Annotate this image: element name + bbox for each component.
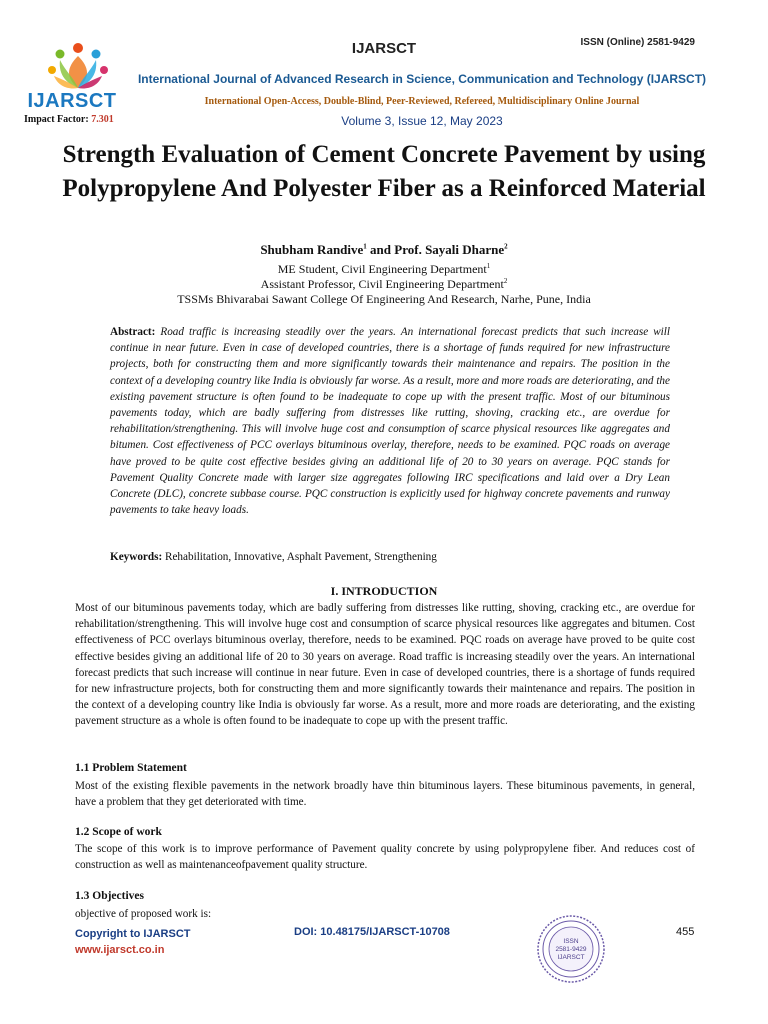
problem-paragraph: Most of the existing flexible pavements in the network broadly have thin bituminous layers. These bituminous pavements, in general, have a problem that they get deteriorated with time. — [75, 780, 695, 809]
page-number: 455 — [676, 926, 695, 938]
copyright-text: Copyright to IJARSCT — [75, 928, 191, 940]
volume-issue: Volume 3, Issue 12, May 2023 — [341, 114, 503, 128]
affiliation-2: Assistant Professor, Civil Engineering Department$^2$ — [260, 277, 508, 291]
seal-journal-name: IJARSCT — [557, 954, 585, 961]
footer-copyright — [75, 926, 191, 958]
affiliation-3: TSSMs Bhivarabai Sawant College Of Engineering And Research, Narhe, Pune, India — [177, 292, 591, 306]
scope-paragraph: The scope of this work is to improve performance of Pavement quality concrete by using polypropylene fiber. And reduces cost of construction as well as maintenanceofpavement quality structure. — [75, 843, 695, 872]
seal-issn-label: ISSN — [563, 938, 579, 945]
journal-short-name: IJARSCT — [351, 40, 417, 57]
subsection-heading-objectives: 1.3 Objectives — [75, 890, 144, 902]
journal-website-link[interactable]: www.ijarsct.co.in — [75, 944, 165, 956]
doi-link[interactable]: DOI: 10.48175/IJARSCT-10708 — [294, 926, 450, 938]
subsection-heading-problem: 1.1 Problem Statement — [75, 762, 187, 774]
paper-title: Strength Evaluation of Cement Concrete Pavement by using Polypropylene And Polyester Fiber as a Reinforced Material — [62, 141, 706, 202]
objectives-paragraph: objective of proposed work is: — [75, 908, 212, 920]
subsection-heading-scope: 1.2 Scope of work — [75, 826, 162, 838]
keywords: Keywords: Rehabilitation, Innovative, Asphalt Pavement, Strengthening — [110, 551, 437, 563]
authors: Shubham Randive$^1$ and Prof. Sayali Dharne$^2$ — [260, 242, 508, 257]
journal-subtitle: International Open-Access, Double-Blind, Peer-Reviewed, Refereed, Multidisciplinary Online Journal — [204, 96, 640, 107]
issn: ISSN (Online) 2581-9429 — [580, 37, 695, 48]
introduction-paragraph: Most of our bituminous pavements today, which are badly suffering from distresses like rutting, shoving, cracking etc., are overdue for rehabilitation/strengthening. This will involve huge cost and consumption of scarce physical resources like aggregates and bitumen. Cost effectiveness of PCC overlays bituminous overlay, therefore, needs to be examined. PQC roads on average have proved to be quite cost effective besides giving an additional life of 20 to 30 years on average. Road traffic is increasing steadily over the years. An international forecast predicts that such increase will continue in near future. Even in case of developed countries, there is a shortage of funds required for new infrastructure projects, both for constructing them and more significantly towards their maintenance and repairs. The position in the context of a developing country like India is obviously far worse. As a result, more and more roads are deteriorating, and the existing pavement structure as a whole is often found to be inadequate to cope up with the present traffic. — [75, 602, 695, 728]
impact-factor: Impact Factor: 7.301 — [24, 114, 114, 125]
abstract: Abstract: Road traffic is increasing steadily over the years. An international forecast predicts that such increase will continue in near future. Even in case of developed countries, there is a shortage of funds required for new infrastructure projects, both for constructing them and more significantly towards their maintenance and repairs. The position in the context of a developing country like India is obviously far worse. As a result, more and more roads are deteriorating, and the existing pavement structure is often found to be inadequate to cope up with the present traffic. Most of our bituminous pavements today, which are badly suffering from distresses like rutting, shoving, cracking etc., are overdue for rehabilitation/strengthening. This will involve huge cost and consumption of scarce physical resources like aggregates and bitumen. Cost effectiveness of PCC overlays bituminous overlay, therefore, needs to be examined. PQC roads on average have proved to be quite cost effective besides giving an additional life of 20 to 30 years on average. PQC stands for Pavement Quality Concrete made with larger size aggregates following IRC specifications and laid over a Dry Lean Concrete (DLC), concrete subbase course. PQC construction is explicitly used for highway concrete pavements and runway pavements to take heavy loads. — [110, 326, 670, 517]
affiliation-1: ME Student, Civil Engineering Department$^1$ — [277, 262, 491, 276]
journal-full-name: International Journal of Advanced Research in Science, Communication and Technology (IJARSCT) — [137, 72, 707, 86]
journal-logo-text: IJARSCT — [27, 90, 117, 112]
issn-seal-icon — [536, 914, 606, 984]
section-heading-introduction: I. INTRODUCTION — [330, 584, 438, 598]
seal-issn-number: 2581-9429 — [555, 946, 587, 953]
